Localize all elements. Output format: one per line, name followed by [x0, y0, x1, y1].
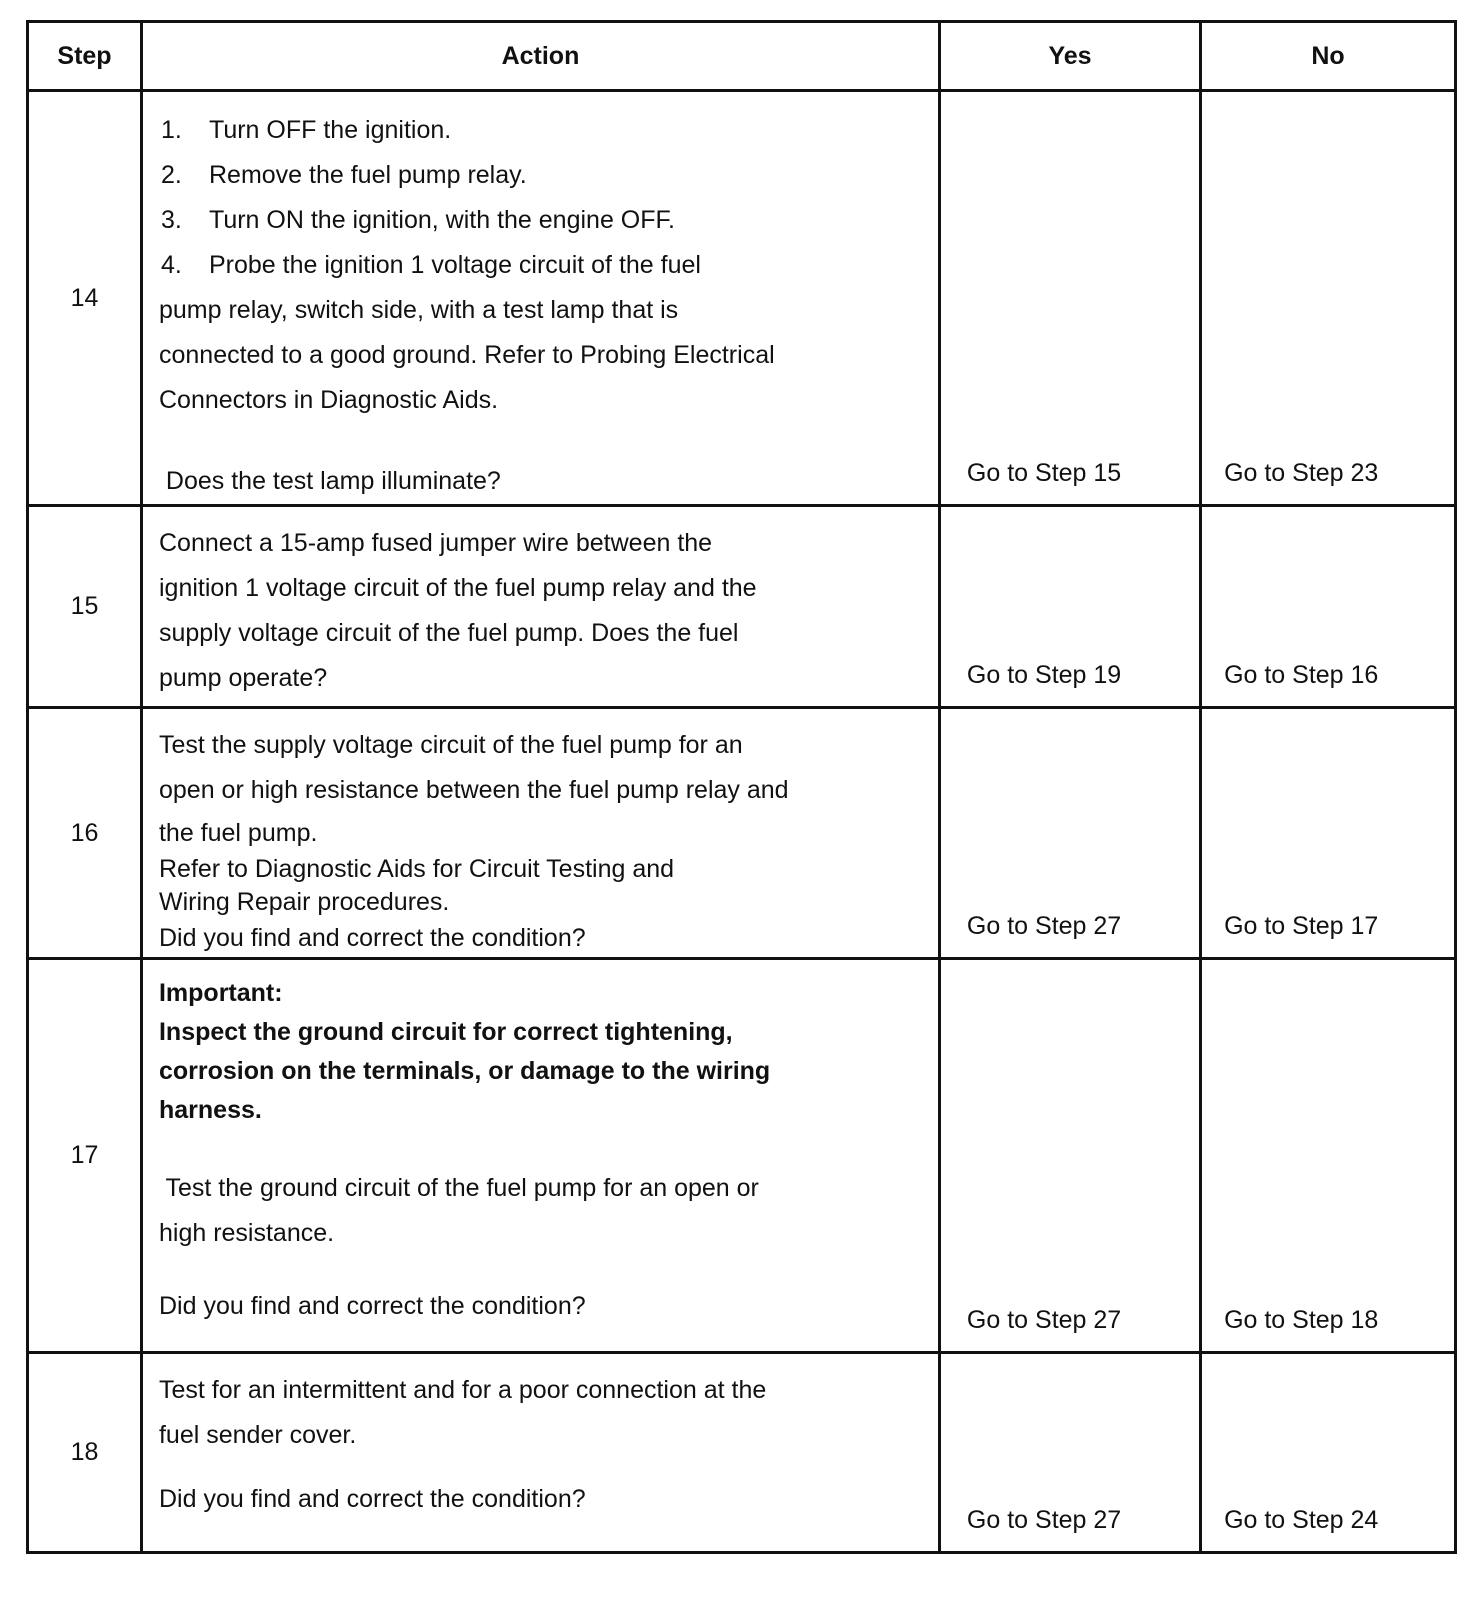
action-text: open or high resistance between the fuel pump relay and — [158, 776, 789, 804]
table-row — [28, 708, 1456, 959]
header-row — [28, 22, 1456, 91]
action-cell — [141, 506, 939, 708]
action-text: Test the ground circuit of the fuel pump for an open or — [158, 1174, 759, 1202]
yes-cell — [939, 91, 1200, 506]
yes-result: Go to Step 19 — [966, 661, 1122, 689]
no-cell — [1201, 708, 1456, 959]
yes-result: Go to Step 27 — [966, 912, 1122, 940]
no-result: Go to Step 23 — [1224, 459, 1379, 487]
action-question: Did you find and correct the condition? — [158, 1485, 586, 1513]
table-row — [28, 91, 1456, 506]
action-cell — [141, 959, 939, 1353]
important-label: Important: — [158, 979, 283, 1007]
no-cell — [1201, 506, 1456, 708]
header-step: Step — [28, 22, 142, 91]
step-number: 17 — [28, 959, 142, 1353]
list-item: 3. Turn ON the ignition, with the engine OFF. — [160, 206, 675, 234]
important-text: harness. — [158, 1096, 262, 1124]
action-question: Does the test lamp illuminate? — [158, 467, 501, 495]
header-yes: Yes — [939, 22, 1200, 91]
step-number: 15 — [28, 506, 142, 708]
action-cell — [141, 1353, 939, 1553]
no-cell — [1201, 91, 1456, 506]
yes-cell — [939, 959, 1200, 1353]
important-text: corrosion on the terminals, or damage to the wiring — [158, 1057, 771, 1085]
important-text: Inspect the ground circuit for correct tightening, — [158, 1018, 733, 1046]
action-text: the fuel pump. — [158, 819, 318, 847]
no-result: Go to Step 24 — [1224, 1506, 1379, 1534]
action-question: Did you find and correct the condition? — [158, 1292, 586, 1320]
action-text: pump operate? — [158, 664, 328, 692]
no-cell — [1201, 959, 1456, 1353]
action-text: Refer to Diagnostic Aids for Circuit Testing and — [158, 855, 675, 883]
action-cell — [141, 708, 939, 959]
action-text: high resistance. — [158, 1219, 335, 1247]
action-question: Did you find and correct the condition? — [158, 924, 586, 952]
action-text: Wiring Repair procedures. — [158, 888, 450, 916]
step-number: 14 — [28, 91, 142, 506]
list-item: 2. Remove the fuel pump relay. — [160, 161, 527, 189]
step-number: 16 — [28, 708, 142, 959]
diagnostic-table — [26, 20, 1457, 1554]
table-row — [28, 959, 1456, 1353]
action-text: connected to a good ground. Refer to Probing Electrical — [158, 341, 775, 369]
table-row — [28, 1353, 1456, 1553]
header-no: No — [1201, 22, 1456, 91]
action-text: supply voltage circuit of the fuel pump. Does the fuel — [158, 619, 739, 647]
yes-cell — [939, 708, 1200, 959]
action-text: fuel sender cover. — [158, 1421, 357, 1449]
yes-cell — [939, 1353, 1200, 1553]
yes-result: Go to Step 27 — [966, 1506, 1122, 1534]
action-text: ignition 1 voltage circuit of the fuel pump relay and the — [158, 574, 757, 602]
action-text: Test the supply voltage circuit of the fuel pump for an — [158, 731, 743, 759]
action-text: Test for an intermittent and for a poor connection at the — [158, 1376, 767, 1404]
no-result: Go to Step 16 — [1224, 661, 1379, 689]
list-item: 1. Turn OFF the ignition. — [160, 116, 452, 144]
no-cell — [1201, 1353, 1456, 1553]
action-text: Connectors in Diagnostic Aids. — [158, 386, 499, 414]
action-text: Connect a 15-amp fused jumper wire between the — [158, 529, 713, 557]
no-result: Go to Step 17 — [1224, 912, 1379, 940]
yes-result: Go to Step 15 — [966, 459, 1122, 487]
action-text: pump relay, switch side, with a test lamp that is — [158, 296, 679, 324]
table-row — [28, 506, 1456, 708]
yes-cell — [939, 506, 1200, 708]
header-action: Action — [141, 22, 939, 91]
no-result: Go to Step 18 — [1224, 1306, 1379, 1334]
yes-result: Go to Step 27 — [966, 1306, 1122, 1334]
list-item: 4. Probe the ignition 1 voltage circuit of the fuel — [160, 251, 701, 279]
action-cell — [141, 91, 939, 506]
step-number: 18 — [28, 1353, 142, 1553]
